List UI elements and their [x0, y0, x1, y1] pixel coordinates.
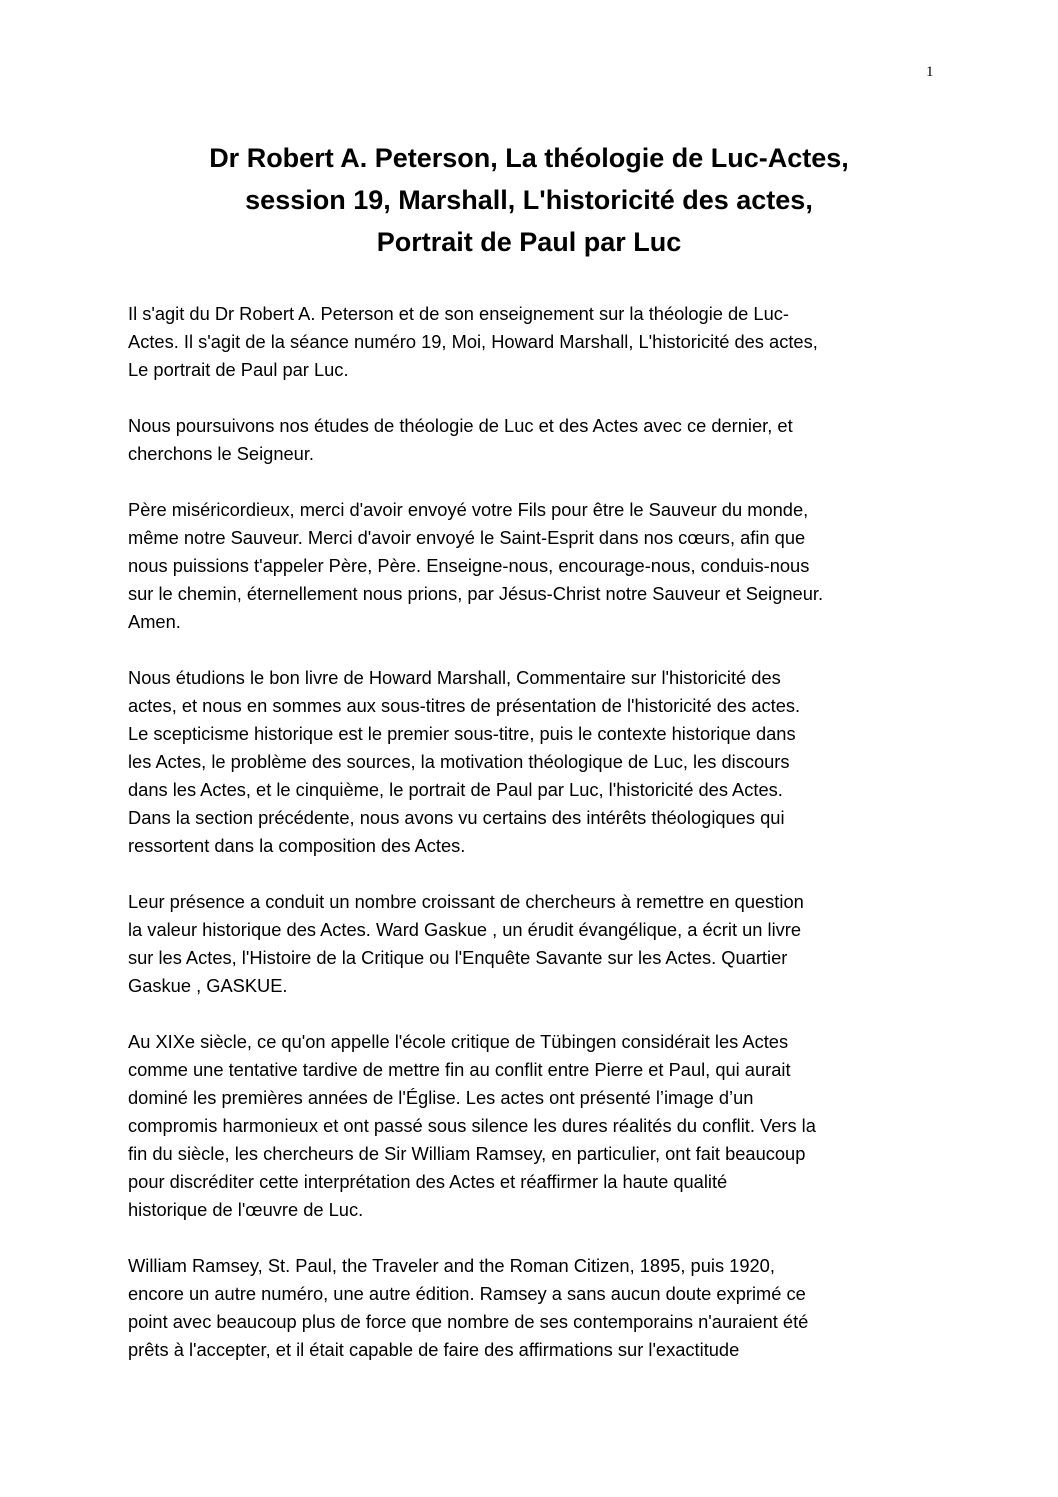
document-body [128, 300, 928, 1364]
page-number: 1 [926, 64, 934, 80]
paragraph-prayer: Père miséricordieux, merci d'avoir envoyé votre Fils pour être le Sauveur du monde, même notre Sauveur. Merci d'avoir envoyé le Saint-Esprit dans nos cœurs, afin que nous puissions t'appeler Père, Père. Enseigne-nous, encourage-nous, conduis-nous sur le chemin, éternellement nous prions, par Jésus-Christ notre Sauveur et Seigneur. Amen. [128, 499, 824, 632]
paragraph-ramsey: William Ramsey, St. Paul, the Traveler and the Roman Citizen, 1895, puis 1920, encore un autre numéro, une autre édition. Ramsey a sans aucun doute exprimé ce point avec beaucoup plus de force que nombre de ses contemporains n'auraient été prêts à l'accepter, et il était capable de faire des affirmations sur l'exactitude [128, 1255, 809, 1360]
paragraph-continuation: Nous poursuivons nos études de théologie de Luc et des Actes avec ce dernier, et cherchons le Seigneur. [128, 415, 793, 464]
paragraph-tubingen: Au XIXe siècle, ce qu'on appelle l'école critique de Tübingen considérait les Actes comme une tentative tardive de mettre fin au conflit entre Pierre et Paul, qui aurait dominé les premières années de l'Église. Les actes ont présenté l’image d’un compromis harmonieux et ont passé sous silence les dures réalités du conflit. Vers la fin du siècle, les chercheurs de Sir William Ramsey, en particulier, ont fait beaucoup pour discréditer cette interprétation des Actes et réaffirmer la haute qualité historique de l'œuvre de Luc. [128, 1031, 816, 1220]
title-line: Portrait de Paul par Luc [376, 227, 682, 257]
paragraph-intro: Il s'agit du Dr Robert A. Peterson et de son enseignement sur la théologie de Luc- Actes. Il s'agit de la séance numéro 19, Moi, Howard Marshall, L'historicité des actes, Le portrait de Paul par Luc. [128, 303, 818, 380]
title-line: Dr Robert A. Peterson, La théologie de Luc-Actes, [209, 143, 849, 173]
document-title [100, 137, 958, 263]
paragraph-marshall-book: Nous étudions le bon livre de Howard Marshall, Commentaire sur l'historicité des actes, et nous en sommes aux sous-titres de présentation de l'historicité des actes. Le scepticisme historique est le premier sous-titre, puis le contexte historique dans les Actes, le problème des sources, la motivation théologique de Luc, les discours dans les Actes, et le cinquième, le portrait de Paul par Luc, l'historicité des Actes. Dans la section précédente, nous avons vu certains des intérêts théologiques qui ressortent dans la composition des Actes. [128, 667, 801, 856]
title-line: session 19, Marshall, L'historicité des actes, [245, 185, 813, 215]
paragraph-gaskue: Leur présence a conduit un nombre croissant de chercheurs à remettre en question la valeur historique des Actes. Ward Gaskue , un érudit évangélique, a écrit un livre sur les Actes, l'Histoire de la Critique ou l'Enquête Savante sur les Actes. Quartier Gaskue , GASKUE. [128, 891, 804, 996]
